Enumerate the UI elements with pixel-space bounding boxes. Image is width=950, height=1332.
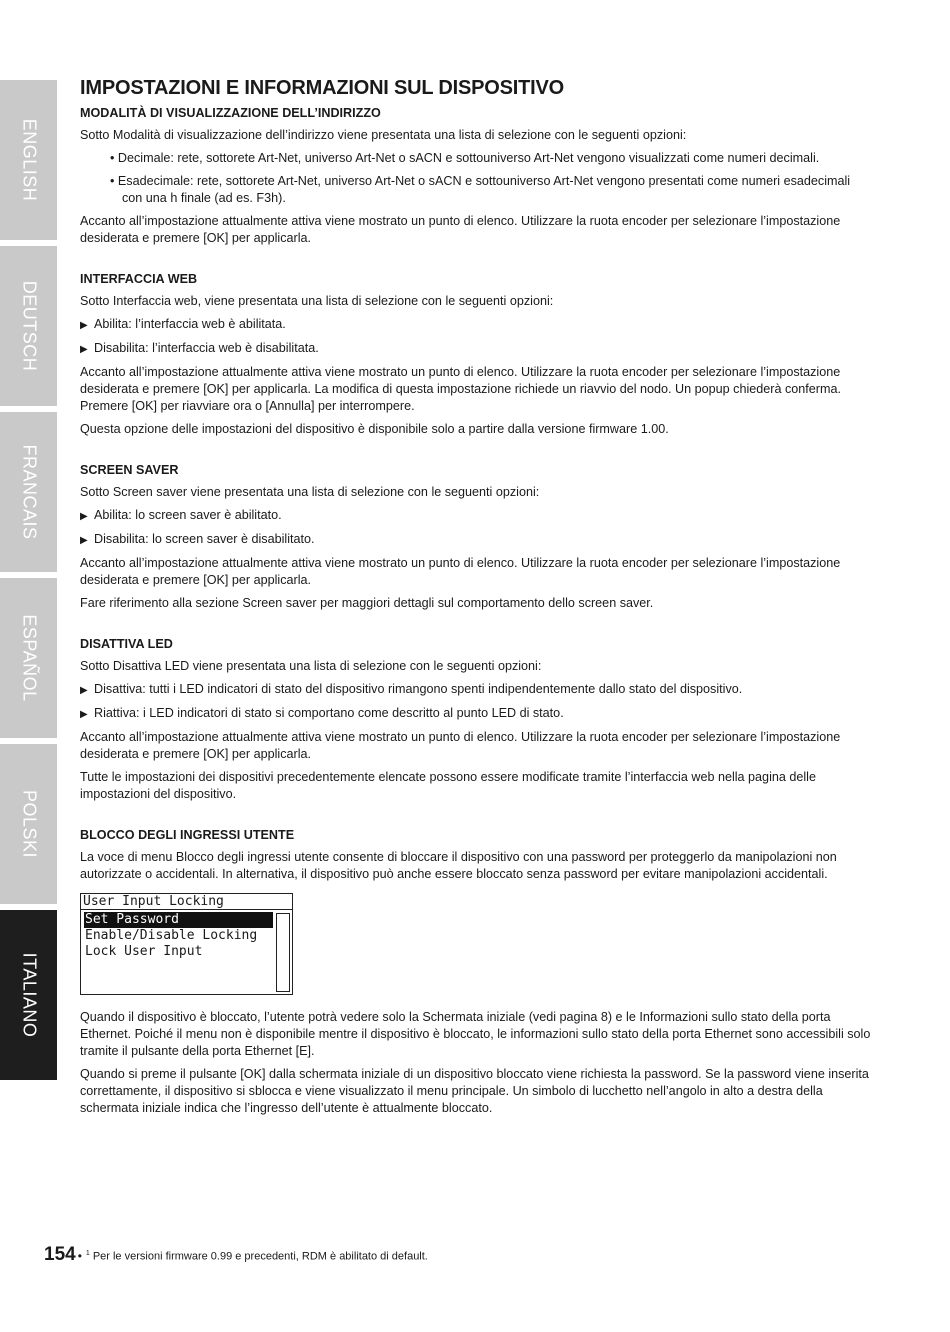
arrow-item — [80, 316, 872, 334]
footnote — [86, 1250, 428, 1263]
paragraph: Accanto all’impostazione attualmente attiva viene mostrato un punto di elenco. Utilizzare la ruota encoder per selezionare l’impostazione desiderata e premere [OK] per applicarla. — [80, 730, 841, 761]
arrow-item-text: Riattiva: i LED indicatori di stato si comportano come descritto al punto LED di stato. — [94, 706, 564, 720]
section-address-display — [80, 105, 872, 247]
section-disable-led — [80, 636, 872, 803]
triangle-right-icon: ▶ — [80, 685, 88, 696]
paragraph: Accanto all’impostazione attualmente attiva viene mostrato un punto di elenco. Utilizzare la ruota encoder per selezionare l’impostazione desiderata e premere [OK] per applicarla. — [80, 556, 841, 587]
page-title: IMPOSTAZIONI E INFORMAZIONI SUL DISPOSITIVO — [80, 77, 565, 99]
bullet-dot: • — [77, 1249, 82, 1263]
arrow-item — [80, 531, 872, 549]
lcd-divider — [81, 909, 292, 910]
tab-italiano[interactable] — [0, 910, 57, 1080]
tab-english[interactable] — [0, 80, 57, 240]
paragraph: Accanto all’impostazione attualmente attiva viene mostrato un punto di elenco. Utilizzare la ruota encoder per selezionare l’impostazione desiderata e premere [OK] per applicarla. La modifica di questa impostazione richiede un riavvio del nodo. Un popup chiederà conferma. Premere [OK] per riavviare ora o [Annulla] per interrompere. — [80, 365, 841, 413]
arrow-item-text: Abilita: lo screen saver è abilitato. — [94, 508, 282, 522]
lcd-menu-item-selected[interactable]: Set Password — [84, 912, 273, 928]
triangle-right-icon: ▶ — [80, 344, 88, 355]
tab-label: DEUTSCH — [19, 280, 39, 372]
bullet-item: • Decimale: rete, sottorete Art-Net, universo Art-Net o sACN e sottouniverso Art-Net vengono visualizzati come numeri decimali. — [110, 151, 820, 165]
paragraph: Quando si preme il pulsante [OK] dalla schermata iniziale di un dispositivo bloccato viene richiesta la password. Se la password viene inserita correttamente, il dispositivo si sblocca e viene visualizzato il menu principale. Un simbolo di lucchetto nell’angolo in alto a destra della schermata iniziale indica che l’ingresso dell’utente è attualmente bloccato. — [80, 1067, 869, 1115]
lcd-scrollbar[interactable] — [276, 913, 290, 992]
tab-espanol[interactable] — [0, 578, 57, 738]
page-content — [80, 75, 872, 1123]
paragraph: Sotto Disattiva LED viene presentata una lista di selezione con le seguenti opzioni: — [80, 659, 542, 673]
arrow-item-text: Disabilita: lo screen saver è disabilitato. — [94, 532, 315, 546]
section-heading: SCREEN SAVER — [80, 463, 179, 477]
arrow-item — [80, 340, 872, 358]
section-heading: BLOCCO DEGLI INGRESSI UTENTE — [80, 828, 295, 842]
paragraph: Sotto Screen saver viene presentata una lista di selezione con le seguenti opzioni: — [80, 485, 540, 499]
arrow-item — [80, 705, 872, 723]
paragraph: Sotto Modalità di visualizzazione dell’indirizzo viene presentata una lista di selezione con le seguenti opzioni: — [80, 128, 687, 142]
arrow-item — [80, 681, 872, 699]
lcd-screen — [80, 893, 293, 995]
tab-label: POLSKI — [19, 789, 39, 859]
lcd-menu-item[interactable]: Enable/Disable Locking — [85, 928, 258, 943]
section-heading: MODALITÀ DI VISUALIZZAZIONE DELL’INDIRIZZO — [80, 106, 381, 120]
page-number: 154 — [44, 1244, 76, 1265]
paragraph: Questa opzione delle impostazioni del dispositivo è disponibile solo a partire dalla versione firmware 1.00. — [80, 422, 669, 436]
bullet-item: • Esadecimale: rete, sottorete Art-Net, universo Art-Net o sACN e sottouniverso Art-Net vengono presentati come numeri esadecimali con una h finale (ad es. F3h). — [110, 174, 851, 205]
paragraph: La voce di menu Blocco degli ingressi utente consente di bloccare il dispositivo con una password per proteggerlo da manipolazioni non autorizzate o accidentali. In alternativa, il dispositivo può anche essere bloccato senza password per evitare manipolazioni accidentali. — [80, 850, 837, 881]
paragraph: Quando il dispositivo è bloccato, l’utente potrà vedere solo la Schermata iniziale (vedi pagina 8) e le Informazioni sullo stato della porta Ethernet. Poiché il menu non è disponibile mentre il dispositivo è bloccato, le informazioni sullo stato della porta Ethernet sono accessibili solo tramite il pulsante della porta Ethernet [E]. — [80, 1010, 871, 1058]
section-user-input-locking — [80, 827, 872, 1117]
section-heading: DISATTIVA LED — [80, 637, 173, 651]
tab-label: ITALIANO — [19, 952, 39, 1038]
section-screen-saver — [80, 462, 872, 612]
tab-label: FRANCAIS — [19, 444, 39, 540]
arrow-item-text: Disabilita: l’interfaccia web è disabilitata. — [94, 341, 319, 355]
triangle-right-icon: ▶ — [80, 535, 88, 546]
tab-deutsch[interactable] — [0, 246, 57, 406]
arrow-item-text: Disattiva: tutti i LED indicatori di stato del dispositivo rimangono spenti indipendentemente dallo stato del dispositivo. — [94, 682, 743, 696]
tab-label: ESPAÑOL — [19, 614, 39, 702]
page-footer — [44, 1244, 428, 1266]
section-heading: INTERFACCIA WEB — [80, 272, 198, 286]
lcd-menu-item[interactable]: Lock User Input — [85, 944, 203, 959]
triangle-right-icon: ▶ — [80, 320, 88, 331]
arrow-item — [80, 507, 872, 525]
footnote-mark: 1 — [85, 1250, 90, 1258]
footnote-text: Per le versioni firmware 0.99 e precedenti, RDM è abilitato di default. — [92, 1251, 428, 1263]
section-web-interface — [80, 271, 872, 438]
tab-polski[interactable] — [0, 744, 57, 904]
lcd-title: User Input Locking — [83, 894, 224, 909]
language-tabs — [0, 80, 57, 1086]
paragraph: Tutte le impostazioni dei dispositivi precedentemente elencate possono essere modificate tramite l’interfaccia web nella pagina delle impostazioni del dispositivo. — [80, 770, 816, 801]
arrow-item-text: Abilita: l’interfaccia web è abilitata. — [94, 317, 286, 331]
paragraph: Fare riferimento alla sezione Screen saver per maggiori dettagli sul comportamento dello screen saver. — [80, 596, 654, 610]
tab-francais[interactable] — [0, 412, 57, 572]
triangle-right-icon: ▶ — [80, 709, 88, 720]
paragraph: Sotto Interfaccia web, viene presentata una lista di selezione con le seguenti opzioni: — [80, 294, 554, 308]
tab-label: ENGLISH — [19, 118, 39, 202]
paragraph: Accanto all’impostazione attualmente attiva viene mostrato un punto di elenco. Utilizzare la ruota encoder per selezionare l’impostazione desiderata e premere [OK] per applicarla. — [80, 214, 841, 245]
triangle-right-icon: ▶ — [80, 511, 88, 522]
